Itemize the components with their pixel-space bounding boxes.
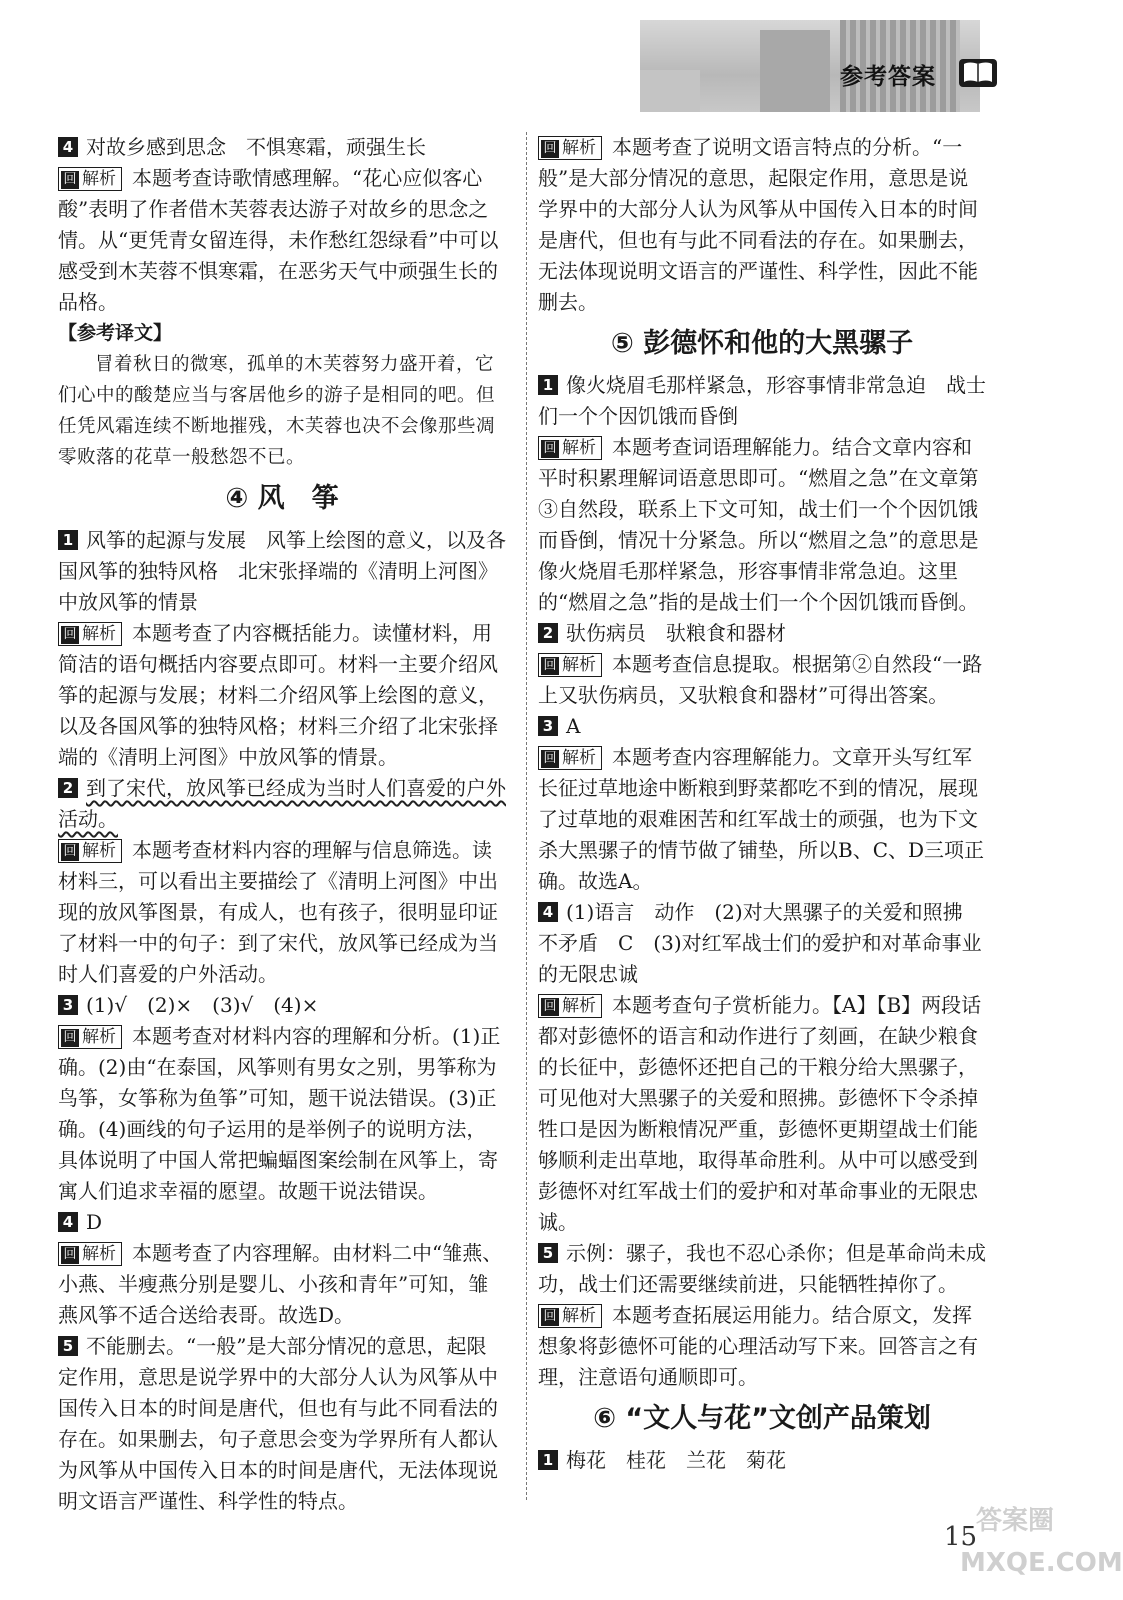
answer-item <box>538 711 986 742</box>
analysis-tag <box>538 436 602 460</box>
analysis-tag-label: 解析 <box>562 996 596 1016</box>
analysis-tag <box>58 1025 122 1049</box>
page-number: 15 <box>944 1522 978 1552</box>
column-divider <box>526 132 527 1500</box>
reference-heading: 【参考译文】 <box>58 322 173 344</box>
analysis-item <box>58 618 506 773</box>
analysis-item <box>538 432 986 618</box>
analysis-icon: 回 <box>61 171 79 189</box>
answer-item <box>58 1331 506 1517</box>
answer-text: A <box>566 714 581 738</box>
analysis-text: 本题考查拓展运用能力。结合原文，发挥想象将彭德怀可能的心理活动写下来。回答言之有理，注意语句通顺即可。 <box>538 1303 978 1389</box>
building-block <box>760 30 830 112</box>
answer-text: 梅花 桂花 兰花 菊花 <box>566 1448 786 1472</box>
analysis-text: 本题考查对材料内容的理解和分析。(1)正确。(2)由“在泰国，风筝则有男女之别，男筝称为鸟筝，女筝称为鱼筝”可知，题干说法错误。(3)正确。(4)画线的句子运用的是举例子的说明方法，具体说明了中国人常把蝙蝠图案绘制在风筝上，寄寓人们追求幸福的愿望。故题干说法错误。 <box>58 1024 501 1203</box>
analysis-text: 本题考查材料内容的理解与信息筛选。读材料三，可以看出主要描绘了《清明上河图》中出现的放风筝图景，有成人，也有孩子，很明显印证了材料一中的句子：到了宋代，放风筝已经成为当时人们喜爱的户外活动。 <box>58 838 498 986</box>
analysis-tag <box>538 994 602 1018</box>
analysis-text: 本题考查信息提取。根据第②自然段“一路上又驮伤病员，又驮粮食和器材”可得出答案。 <box>538 652 983 707</box>
question-number: 3 <box>58 995 78 1015</box>
answer-item <box>538 1445 986 1476</box>
analysis-text: 本题考查了说明文语言特点的分析。“一般”是大部分情况的意思，起限定作用，意思是说学界中的大部分人认为风筝从中国传入日本的时间是唐代，但也有与此不同看法的存在。如果删去，无法体现说明文语言的严谨性、科学性，因此不能删去。 <box>538 135 978 314</box>
question-number: 5 <box>58 1336 78 1356</box>
answer-item <box>538 1238 986 1300</box>
question-number: 4 <box>58 1212 78 1232</box>
book-icon <box>958 58 998 88</box>
analysis-tag-label: 解析 <box>82 1027 116 1047</box>
analysis-icon: 回 <box>541 750 559 768</box>
answer-item <box>538 897 986 990</box>
analysis-tag-label: 解析 <box>562 748 596 768</box>
analysis-icon: 回 <box>61 1246 79 1264</box>
answer-item <box>58 773 506 835</box>
left-column <box>58 132 506 1517</box>
analysis-item <box>58 835 506 990</box>
analysis-item <box>58 1238 506 1331</box>
answer-text: 像火烧眉毛那样紧急，形容事情非常急迫 战士们一个个因饥饿而昏倒 <box>538 373 986 428</box>
answer-item <box>538 618 986 649</box>
analysis-tag-label: 解析 <box>562 438 596 458</box>
analysis-tag <box>58 839 122 863</box>
section-title: ⑤ 彭德怀和他的大黑骡子 <box>610 328 914 359</box>
analysis-item <box>538 990 986 1238</box>
page-header <box>0 0 1076 125</box>
analysis-item <box>538 649 986 711</box>
analysis-item <box>58 163 506 318</box>
answer-text: 驮伤病员 驮粮食和器材 <box>566 621 786 645</box>
question-number: 2 <box>538 623 558 643</box>
question-number: 4 <box>538 902 558 922</box>
section-title: ⑥ “文人与花”文创产品策划 <box>593 1403 931 1434</box>
answer-text: 对故乡感到思念 不惧寒霜，顽强生长 <box>86 135 426 159</box>
analysis-tag <box>538 653 602 677</box>
question-number: 1 <box>538 1450 558 1470</box>
analysis-tag-label: 解析 <box>82 169 116 189</box>
analysis-icon: 回 <box>541 657 559 675</box>
answer-text: (1)√ (2)× (3)√ (4)× <box>86 993 319 1017</box>
analysis-tag-label: 解析 <box>562 1306 596 1326</box>
analysis-icon: 回 <box>541 1308 559 1326</box>
answer-item <box>58 990 506 1021</box>
question-number: 3 <box>538 716 558 736</box>
answer-item <box>58 1207 506 1238</box>
analysis-icon: 回 <box>61 1029 79 1047</box>
analysis-tag <box>538 1304 602 1328</box>
reference-translation: 冒着秋日的微寒，孤单的木芙蓉努力盛开着，它们心中的酸楚应当与客居他乡的游子是相同的吧。但任凭风霜连续不断地摧残，木芙蓉也决不会像那些凋零败落的花草一般愁怨不已。 <box>58 354 496 468</box>
question-number: 1 <box>538 375 558 395</box>
answer-text: (1)语言 动作 (2)对大黑骡子的关爱和照拂 不矛盾 C (3)对红军战士们的爱护和对革命事业的无限忠诚 <box>538 900 983 986</box>
analysis-tag <box>58 622 122 646</box>
analysis-tag-label: 解析 <box>82 624 116 644</box>
analysis-item <box>58 1021 506 1207</box>
analysis-text: 本题考查内容理解能力。文章开头写红军长征过草地途中断粮到野菜都吃不到的情况，展现了过草地的艰难困苦和红军战士的顽强，也为下文杀大黑骡子的情节做了铺垫，所以B、C、D三项正确。故选A。 <box>538 745 985 893</box>
analysis-tag <box>538 746 602 770</box>
analysis-tag-label: 解析 <box>562 655 596 675</box>
analysis-icon: 回 <box>61 843 79 861</box>
analysis-tag <box>58 167 122 191</box>
answer-item <box>58 132 506 163</box>
analysis-text: 本题考查了内容理解。由材料二中“雏燕、小燕、半瘦燕分别是婴儿、小孩和青年”可知，雏燕风筝不适合送给表哥。故选D。 <box>58 1241 503 1327</box>
answer-text: 到了宋代，放风筝已经成为当时人们喜爱的户外活动。 <box>58 776 506 831</box>
question-number: 1 <box>58 530 78 550</box>
building-block <box>640 70 700 112</box>
analysis-tag-label: 解析 <box>82 841 116 861</box>
header-title: 参考答案 <box>840 64 936 90</box>
analysis-icon: 回 <box>541 998 559 1016</box>
analysis-item <box>538 1300 986 1393</box>
analysis-tag <box>58 1242 122 1266</box>
analysis-text: 本题考查诗歌情感理解。“花心应似客心酸”表明了作者借木芙蓉表达游子对故乡的思念之情。从“更凭青女留连得，未作愁红怨绿看”中可以感受到木芙蓉不惧寒霜，在恶劣天气中顽强生长的品格。 <box>58 166 499 314</box>
analysis-text: 本题考查句子赏析能力。【A】【B】两段话都对彭德怀的语言和动作进行了刻画，在缺少粮食的长征中，彭德怀还把自己的干粮分给大黑骡子，可见他对大黑骡子的关爱和照拂。彭德怀下令杀掉牲口是因为断粮情况严重，彭德怀更期望战士们能够顺利走出草地，取得革命胜利。从中可以感受到彭德怀对红军战士们的爱护和对革命事业的无限忠诚。 <box>538 993 982 1234</box>
right-column <box>538 132 986 1476</box>
analysis-tag-label: 解析 <box>562 138 596 158</box>
answer-text: 不能删去。“一般”是大部分情况的意思，起限定作用，意思是说学界中的大部分人认为风筝从中国传入日本的时间是唐代，但也有与此不同看法的存在。如果删去，句子意思会变为学界所有人都认为风筝从中国传入日本的时间是唐代，无法体现说明文语言严谨性、科学性的特点。 <box>58 1334 498 1513</box>
analysis-icon: 回 <box>541 140 559 158</box>
answer-text: 示例：骡子，我也不忍心杀你；但是革命尚未成功，战士们还需要继续前进，只能牺牲掉你了。 <box>538 1241 986 1296</box>
analysis-icon: 回 <box>541 440 559 458</box>
answer-item <box>538 370 986 432</box>
analysis-text: 本题考查词语理解能力。结合文章内容和平时积累理解词语意思即可。“燃眉之急”在文章第③自然段，联系上下文可知，战士们一个个因饥饿而昏倒，情况十分紧急。所以“燃眉之急”的意思是像火烧眉毛那样紧急，形容事情非常急迫。这里的“燃眉之急”指的是战士们一个个因饥饿而昏倒。 <box>538 435 979 614</box>
analysis-tag <box>538 136 602 160</box>
question-number: 5 <box>538 1243 558 1263</box>
watermark: 答案圈 MXQE.COM <box>960 1506 1123 1578</box>
analysis-tag-label: 解析 <box>82 1244 116 1264</box>
section-title: ④ 风 筝 <box>225 483 339 514</box>
question-number: 2 <box>58 778 78 798</box>
analysis-icon: 回 <box>61 626 79 644</box>
answer-text: D <box>86 1210 103 1234</box>
answer-text: 风筝的起源与发展 风筝上绘图的意义，以及各国风筝的独特风格 北宋张择端的《清明上河图》中放风筝的情景 <box>58 528 506 614</box>
analysis-item <box>538 132 986 318</box>
analysis-text: 本题考查了内容概括能力。读懂材料，用简洁的语句概括内容要点即可。材料一主要介绍风筝的起源与发展；材料二介绍风筝上绘图的意义，以及各国风筝的独特风格；材料三介绍了北宋张择端的《清明上河图》中放风筝的情景。 <box>58 621 498 769</box>
answer-item <box>58 525 506 618</box>
analysis-item <box>538 742 986 897</box>
question-number: 4 <box>58 137 78 157</box>
